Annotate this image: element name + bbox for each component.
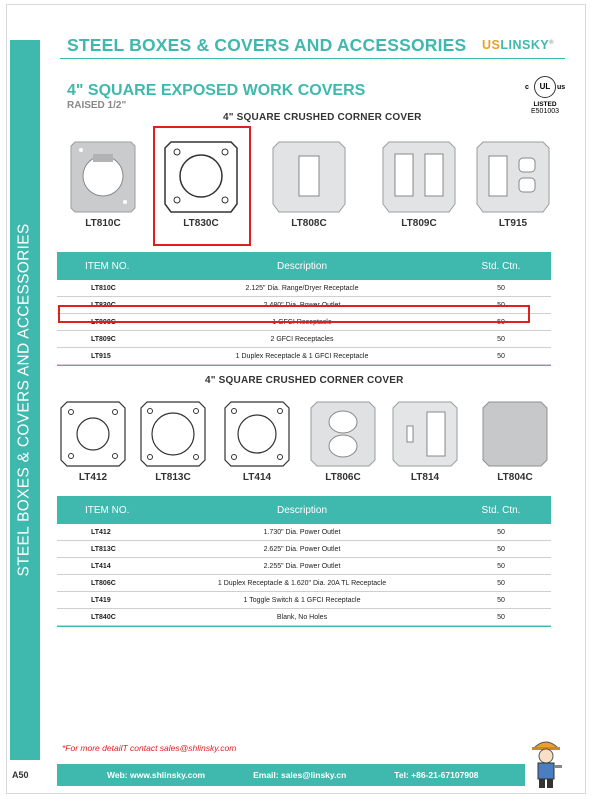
product-code: LT830C (183, 218, 219, 229)
group1-title: 4" SQUARE CRUSHED CORNER COVER (223, 112, 422, 123)
product-lt810c (58, 138, 148, 229)
page-header-title: STEEL BOXES & COVERS AND ACCESSORIES (67, 35, 467, 55)
cell-description: 1 Duplex Receptacle & 1 GFCI Receptacle (235, 352, 369, 360)
product-lt813c (128, 398, 218, 483)
cell-std: 50 (497, 545, 505, 553)
ul-listed-text: LISTED (533, 101, 557, 108)
ul-listing-number: E501003 (530, 108, 560, 115)
cell-description: 1 GFCI Receptacle (272, 318, 332, 326)
cell-item: LT830C (91, 301, 116, 309)
cell-description: 1.730" Dia. Power Outlet (263, 528, 341, 536)
cover-blank-icon (479, 398, 551, 470)
product-code: LT412 (78, 472, 108, 483)
cell-description: 2.480" Dia. Power Outlet (263, 301, 341, 309)
product-lt412 (48, 398, 138, 483)
cell-item: LT412 (91, 528, 111, 536)
cell-description: 2 GFCI Receptacles (270, 335, 334, 343)
cell-item: LT806C (91, 579, 116, 587)
section-title: 4" SQUARE EXPOSED WORK COVERS (67, 82, 366, 99)
product-code: LT810C (85, 218, 121, 229)
cell-std: 50 (497, 613, 505, 621)
cell-std: 50 (497, 528, 505, 536)
page-number: A50 (12, 770, 29, 780)
brand-logo-tm: ® (549, 39, 555, 46)
cover-duplex-icon (307, 398, 379, 470)
cell-std: 50 (497, 301, 505, 309)
table-row (57, 592, 551, 609)
cover-round-hole-icon (137, 398, 209, 470)
cell-std: 50 (497, 284, 505, 292)
cell-item: LT419 (91, 596, 111, 604)
table-header (57, 252, 551, 280)
cell-item: LT808C (91, 318, 116, 326)
table-row (57, 575, 551, 592)
product-lt814 (380, 398, 470, 483)
table-row (57, 541, 551, 558)
cell-std: 50 (497, 318, 505, 326)
cell-description: 1 Toggle Switch & 1 GFCI Receptacle (243, 596, 361, 604)
product-code: LT814 (410, 472, 440, 483)
ul-c-label: c (525, 84, 529, 91)
cell-description: 2.255" Dia. Power Outlet (263, 562, 341, 570)
sidebar-label-container (10, 40, 40, 760)
cell-item: LT840C (91, 613, 116, 621)
cover-round-hole-icon (221, 398, 293, 470)
column-header-description: Description (276, 504, 328, 516)
table-row (57, 348, 551, 365)
column-header-std: Std. Ctn. (481, 260, 521, 272)
product-lt414 (212, 398, 302, 483)
ul-logo-icon: UL (534, 76, 556, 98)
cover-gfci-icon (269, 138, 349, 216)
mascot-worker-icon (528, 734, 564, 790)
footer-phone: Tel: +86-21-67107908 (394, 770, 479, 780)
table-group2 (57, 496, 551, 627)
product-lt808c (264, 138, 354, 229)
table-row (57, 558, 551, 575)
footer-bar (57, 764, 525, 786)
brand-logo-us: US (482, 38, 501, 52)
product-lt804c (470, 398, 560, 483)
cell-item: LT915 (91, 352, 111, 360)
cell-item: LT414 (91, 562, 111, 570)
table-row (57, 331, 551, 348)
cell-item: LT809C (91, 335, 116, 343)
cell-std: 50 (497, 596, 505, 604)
cell-item: LT813C (91, 545, 116, 553)
cell-std: 50 (497, 562, 505, 570)
table-header (57, 496, 551, 524)
cover-round-hole-icon (57, 398, 129, 470)
product-lt915 (468, 138, 558, 229)
footer-email[interactable]: Email: sales@linsky.cn (253, 770, 347, 780)
product-lt809c (374, 138, 464, 229)
product-code: LT915 (498, 218, 528, 229)
column-header-std: Std. Ctn. (481, 504, 521, 516)
cell-std: 50 (497, 335, 505, 343)
header-divider (60, 58, 565, 59)
table-row (57, 524, 551, 541)
cover-two-gfci-icon (379, 138, 459, 216)
cell-description: Blank, No Holes (276, 613, 328, 621)
cover-round-hole-icon (67, 138, 139, 216)
product-code: LT813C (155, 472, 191, 483)
column-header-description: Description (276, 260, 328, 272)
cell-item: LT810C (91, 284, 116, 292)
cell-description: 2.125" Dia. Range/Dryer Receptacle (245, 284, 359, 292)
brand-logo (482, 38, 554, 52)
cell-std: 50 (497, 579, 505, 587)
column-header-item: ITEM NO. (85, 260, 130, 272)
cell-std: 50 (497, 352, 505, 360)
table-row (57, 609, 551, 626)
section-subtitle: RAISED 1/2" (67, 100, 127, 111)
contact-footnote: *For more detailT contact sales@shlinsky.com (62, 743, 237, 753)
product-code: LT808C (291, 218, 327, 229)
ul-us-label: us (557, 84, 566, 91)
cell-description: 2.625" Dia. Power Outlet (263, 545, 341, 553)
cover-duplex-gfci-icon (473, 138, 553, 216)
sidebar-label: STEEL BOXES & COVERS AND ACCESSORIES (16, 223, 33, 577)
highlight-row-lt808c (58, 305, 530, 323)
product-code: LT806C (325, 472, 361, 483)
column-header-item: ITEM NO. (85, 504, 130, 516)
product-code: LT804C (497, 472, 533, 483)
cell-description: 1 Duplex Receptacle & 1.620" Dia. 20A TL Receptacle (217, 579, 387, 587)
product-code: LT809C (401, 218, 437, 229)
highlight-box-lt830c (153, 126, 251, 246)
brand-logo-name: LINSKY (500, 38, 550, 52)
cover-toggle-gfci-icon (389, 398, 461, 470)
ul-listed-mark (525, 70, 565, 120)
table-row (57, 280, 551, 297)
footer-website[interactable]: Web: www.shlinsky.com (107, 770, 206, 780)
product-code: LT414 (242, 472, 272, 483)
group2-title: 4" SQUARE CRUSHED CORNER COVER (205, 375, 404, 386)
product-lt806c (298, 398, 388, 483)
